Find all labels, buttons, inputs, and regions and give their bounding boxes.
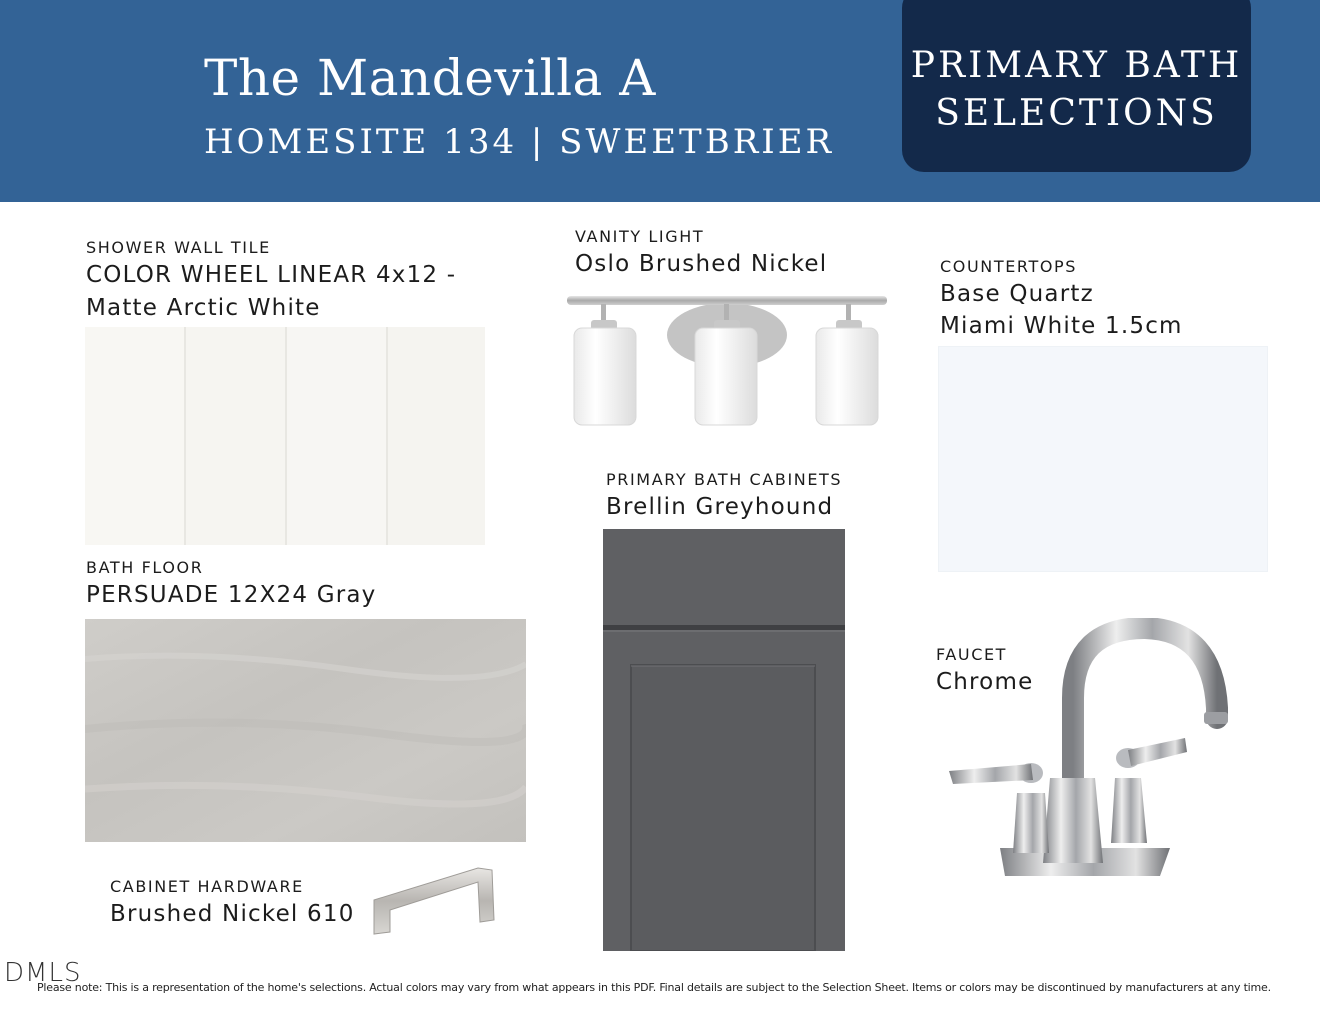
cabinets-value: Brellin Greyhound <box>606 494 834 520</box>
badge-line-2: SELECTIONS <box>935 93 1218 134</box>
page-title: The Mandevilla A <box>204 49 656 107</box>
vanity-light-image <box>565 290 890 430</box>
badge-line-1: PRIMARY BATH <box>910 45 1243 86</box>
cabinet-door-swatch <box>603 529 845 951</box>
countertops-swatch <box>938 346 1268 572</box>
hardware-value: Brushed Nickel 610 <box>110 901 355 927</box>
bath-floor-value: PERSUADE 12X24 Gray <box>86 582 377 608</box>
shower-tile-swatch <box>85 327 485 545</box>
countertops-category: COUNTERTOPS <box>940 257 1078 276</box>
bath-floor-category: BATH FLOOR <box>86 558 204 577</box>
faucet-value: Chrome <box>936 669 1034 695</box>
bath-floor-swatch <box>85 619 526 842</box>
disclaimer-note: Please note: This is a representation of the home's selections. Actual colors may vary from what appears in this PDF. Final details are subject to the Selection Sheet. Items or colors may be discontinued by manufacturers at any time. <box>37 981 1271 994</box>
vanity-light-value: Oslo Brushed Nickel <box>575 251 828 277</box>
shower-tile-value-line1: COLOR WHEEL LINEAR 4x12 - <box>86 262 457 288</box>
countertops-value-line1: Base Quartz <box>940 281 1094 307</box>
faucet-category: FAUCET <box>936 645 1008 664</box>
vanity-light-category: VANITY LIGHT <box>575 227 705 246</box>
faucet-image <box>945 618 1230 898</box>
page-subtitle: HOMESITE 134 | SWEETBRIER <box>204 122 835 162</box>
countertops-value-line2: Miami White 1.5cm <box>940 313 1183 339</box>
header-banner <box>0 0 1320 202</box>
hardware-pull-image <box>368 860 498 940</box>
section-badge <box>902 0 1251 172</box>
hardware-category: CABINET HARDWARE <box>110 877 304 896</box>
shower-tile-value-line2: Matte Arctic White <box>86 295 321 321</box>
dmls-logo: DMLS <box>4 958 82 988</box>
cabinets-category: PRIMARY BATH CABINETS <box>606 470 843 489</box>
shower-tile-category: SHOWER WALL TILE <box>86 238 271 257</box>
